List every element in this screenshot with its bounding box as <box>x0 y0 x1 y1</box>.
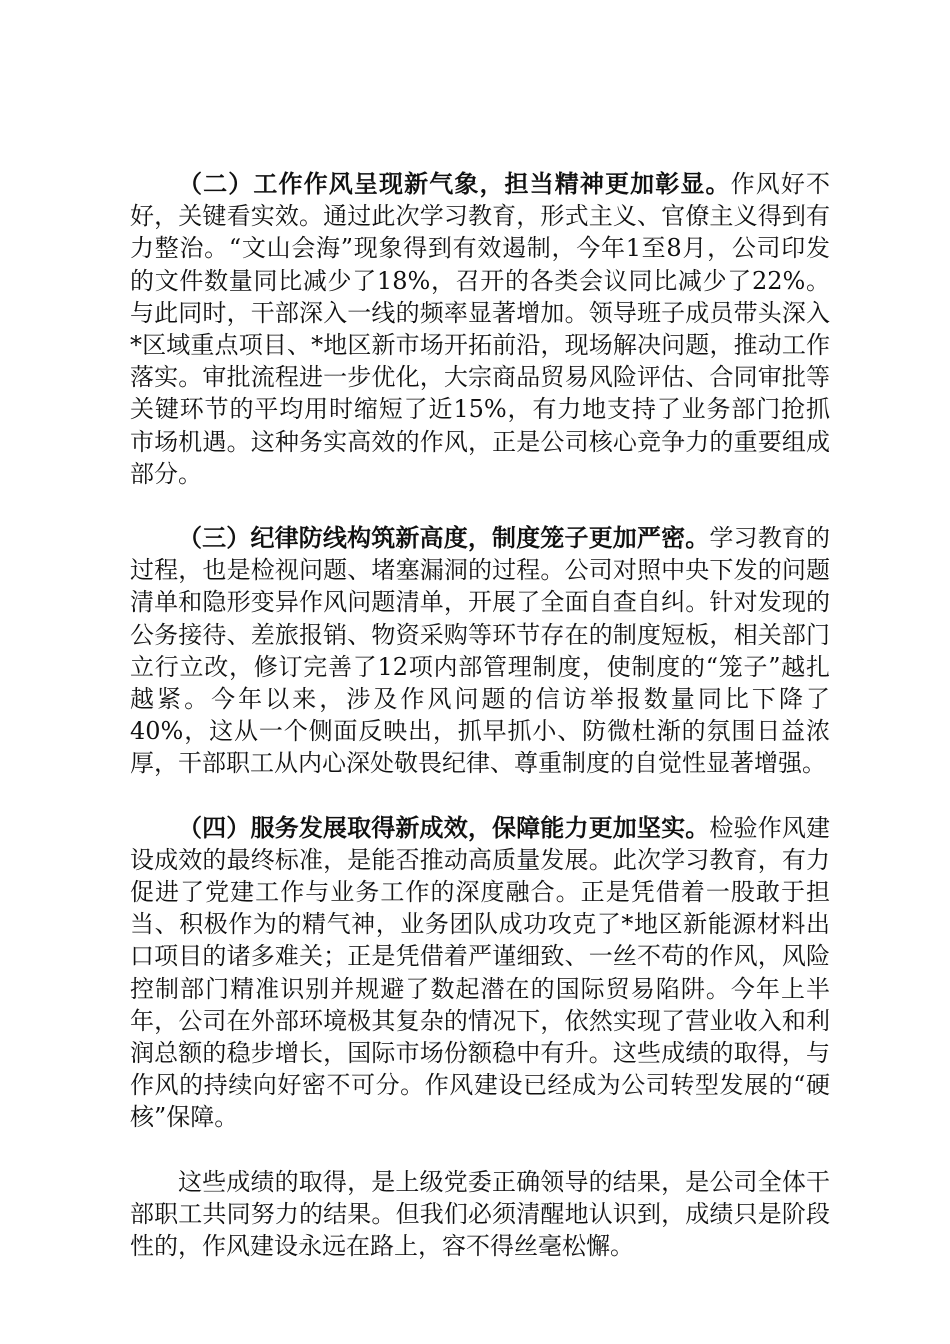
paragraph-heading: （二）工作作风呈现新气象，担当精神更加彰显。 <box>178 170 731 198</box>
paragraph-heading: （四）服务发展取得新成效，保障能力更加坚实。 <box>178 813 710 842</box>
document-page <box>130 168 830 1294</box>
paragraph-body: 检验作风建设成效的最终标准，是能否推动高质量发展。此次学习教育，有力促进了党建工作与业务工作的深度融合。正是凭借着一股敢于担当、积极作为的精气神，业务团队成功攻克了*地区新能源材料出口项目的诸多难关；正是凭借着严谨细致、一丝不苟的作风，风险控制部门精准识别并规避了数起潜在的国际贸易陷阱。今年上半年，公司在外部环境极其复杂的情况下，依然实现了营业收入和利润总额的稳步增长，国际市场份额稳中有升。这些成绩的取得，与作风的持续向好密不可分。作风建设已经成为公司转型发展的“硬核”保障。 <box>130 813 831 1132</box>
paragraph-body: 作风好不好，关键看实效。通过此次学习教育，形式主义、官僚主义得到有力整治。“文山会海”现象得到有效遏制，今年1至8月，公司印发的文件数量同比减少了18%，召开的各类会议同比减少了22%。与此同时，干部深入一线的频率显著增加。领导班子成员带头深入*区域重点项目、*地区新市场开拓前沿，现场解决问题，推动工作落实。审批流程进一步优化，大宗商品贸易风险评估、合同审批等关键环节的平均用时缩短了近15%，有力地支持了业务部门抢抓市场机遇。这种务实高效的作风，正是公司核心竞争力的重要组成部分。 <box>130 170 831 488</box>
paragraph-service-development <box>130 812 830 1134</box>
paragraph-body: 这些成绩的取得，是上级党委正确领导的结果，是公司全体干部职工共同努力的结果。但我们必须清醒地认识到，成绩只是阶段性的，作风建设永远在路上，容不得丝毫松懈。 <box>130 1167 830 1261</box>
paragraph-heading: （三）纪律防线构筑新高度，制度笼子更加严密。 <box>178 524 710 553</box>
paragraph-work-style <box>130 168 830 490</box>
paragraph-body: 学习教育的过程，也是检视问题、堵塞漏洞的过程。公司对照中央下发的问题清单和隐形变异作风问题清单，开展了全面自查自纠。针对发现的公务接待、差旅报销、物资采购等环节存在的制度短板，相关部门立行立改，修订完善了12项内部管理制度，使制度的“笼子”越扎越紧。今年以来，涉及作风问题的信访举报数量同比下降了40%，这从一个侧面反映出，抓早抓小、防微杜渐的氛围日益浓厚，干部职工从内心深处敬畏纪律、尊重制度的自觉性显著增强。 <box>130 524 831 778</box>
paragraph-discipline <box>130 522 830 780</box>
paragraph-summary <box>130 1166 830 1263</box>
